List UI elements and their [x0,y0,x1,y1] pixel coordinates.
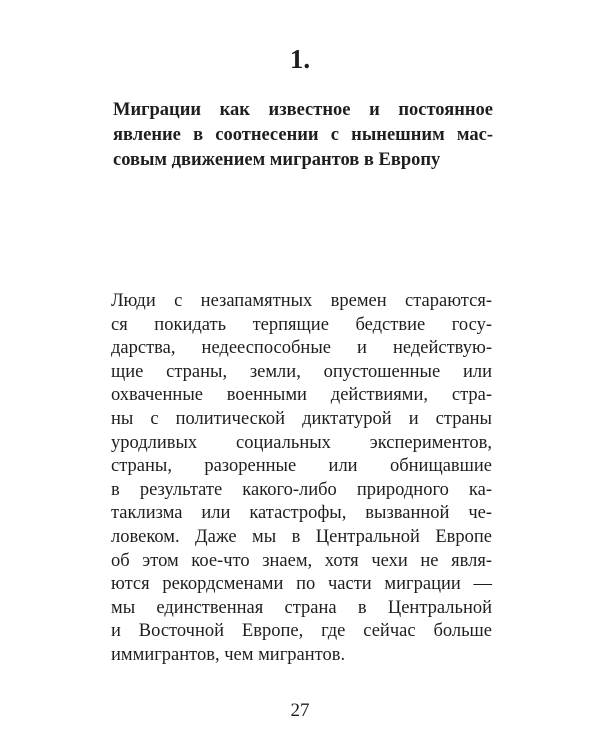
body-line: ны с политической диктатурой и страны [111,408,492,429]
body-line: мы единственная страна в Центральной [111,597,492,618]
page-number: 27 [290,700,310,721]
body-line: в результате какого-либо природного ка- [111,479,492,500]
body-line: щие страны, земли, опустошенные или [111,361,492,382]
chapter-heading [113,98,493,173]
body-line: ся покидать терпящие бедствие госу- [111,314,492,335]
body-line: таклизма или катастрофы, вызванной че- [111,503,492,524]
heading-line: Миграции как известное и постоянное [113,100,493,120]
body-line: и Восточной Европе, где сейчас больше [111,621,492,642]
body-line: дарства, недееспособные и недействую- [111,338,492,359]
body-line: охваченные военными действиями, стра- [111,385,492,406]
body-line: иммигрантов, чем мигрантов. [111,644,346,665]
body-line: Люди с незапамятных времен стараются- [111,291,492,311]
heading-line: явление в соотнесении с нынешним мас- [113,125,493,145]
chapter-number: 1. [289,44,311,74]
body-line: об этом кое-что знаем, хотя чехи не явля- [111,550,492,571]
body-line: ловеком. Даже мы в Центральной Европе [111,526,492,547]
body-line: ются рекордсменами по части миграции — [111,574,492,595]
body-paragraph [111,290,492,668]
body-line: страны, разоренные или обнищавшие [111,456,492,477]
heading-line: совым движением мигрантов в Европу [113,150,441,170]
body-line: уродливых социальных экспериментов, [111,432,492,453]
